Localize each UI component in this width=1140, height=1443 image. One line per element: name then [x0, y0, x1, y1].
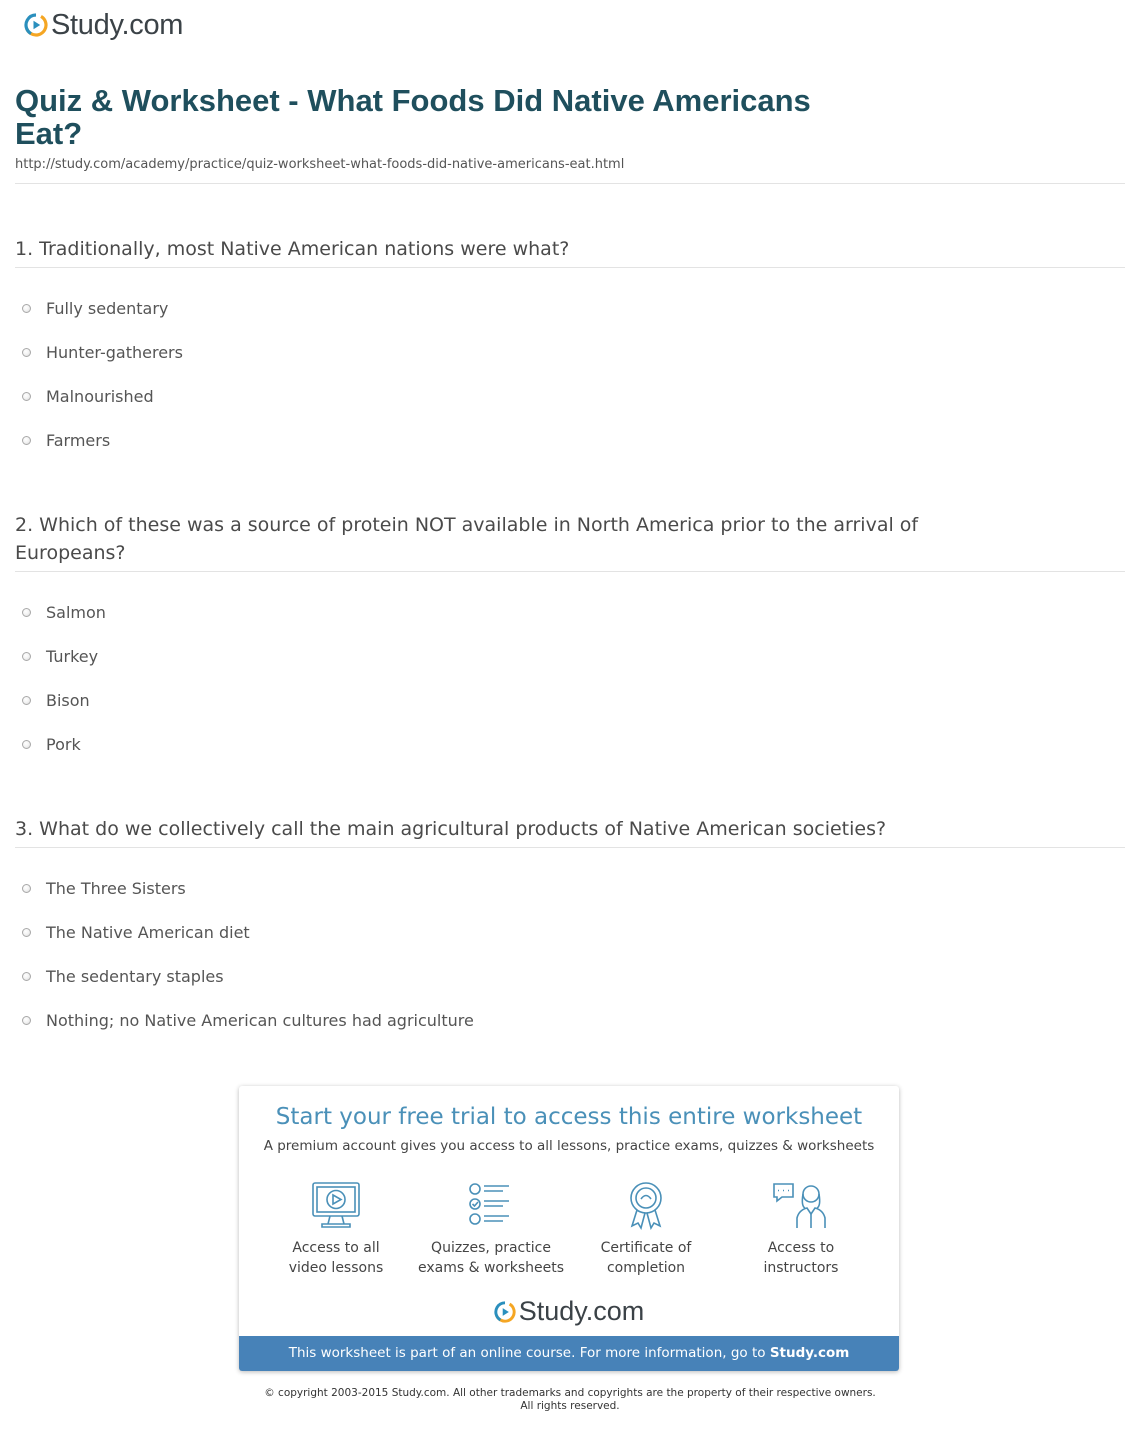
- answer-option[interactable]: [22, 341, 183, 363]
- answer-option[interactable]: [22, 921, 250, 943]
- option-label: Farmers: [46, 430, 111, 450]
- copyright-line2: All rights reserved.: [520, 1400, 620, 1412]
- page-url: http://study.com/academy/practice/quiz-worksheet-what-foods-did-native-americans-eat.html: [15, 157, 625, 172]
- radio-button[interactable]: [22, 928, 31, 937]
- answer-option[interactable]: [22, 689, 90, 711]
- radio-button[interactable]: [22, 652, 31, 661]
- study-logo-icon: [494, 1301, 516, 1323]
- question-2: 2. Which of these was a source of protein NOT available in North America prior to the arrival of Europeans?: [15, 514, 919, 564]
- quiz-list-icon: [465, 1180, 517, 1230]
- answer-option[interactable]: [22, 877, 186, 899]
- divider: [15, 267, 1125, 268]
- free-trial-promo: [239, 1086, 899, 1371]
- feature-label-line2: completion: [606, 1260, 686, 1276]
- promo-banner: [239, 1336, 899, 1371]
- feature-label-line1: Certificate of: [600, 1240, 692, 1256]
- answer-option[interactable]: [22, 1009, 474, 1031]
- answer-option[interactable]: [22, 645, 98, 667]
- promo-study-logo[interactable]: [239, 1296, 899, 1327]
- feature-label-line1: Quizzes, practice: [431, 1240, 551, 1256]
- radio-button[interactable]: [22, 740, 31, 749]
- radio-button[interactable]: [22, 392, 31, 401]
- divider: [15, 571, 1125, 572]
- feature-video-lessons: [261, 1180, 411, 1278]
- answer-option[interactable]: [22, 429, 110, 451]
- promo-title[interactable]: Start your free trial to access this entire worksheet: [275, 1104, 863, 1130]
- radio-button[interactable]: [22, 1016, 31, 1025]
- banner-text: This worksheet is part of an online course. For more information, go to: [288, 1345, 766, 1361]
- option-label: The sedentary staples: [46, 966, 224, 986]
- radio-button[interactable]: [22, 608, 31, 617]
- certificate-icon: [620, 1180, 672, 1230]
- divider: [15, 183, 1125, 184]
- instructors-icon: [771, 1180, 831, 1230]
- answer-option[interactable]: [22, 965, 224, 987]
- copyright: [0, 1387, 1140, 1413]
- video-lessons-icon: [310, 1180, 362, 1230]
- answer-option[interactable]: [22, 733, 81, 755]
- option-label: Salmon: [46, 602, 106, 622]
- option-label: Malnourished: [46, 386, 154, 406]
- radio-button[interactable]: [22, 972, 31, 981]
- feature-label-line2: exams & worksheets: [417, 1260, 565, 1276]
- radio-button[interactable]: [22, 436, 31, 445]
- question-1: 1. Traditionally, most Native American nations were what?: [15, 238, 570, 260]
- option-label: The Native American diet: [46, 922, 250, 942]
- option-label: Fully sedentary: [46, 298, 169, 318]
- radio-button[interactable]: [22, 696, 31, 705]
- page-title: Quiz & Worksheet - What Foods Did Native Americans Eat?: [15, 83, 811, 151]
- option-label: Nothing; no Native American cultures had agriculture: [46, 1010, 474, 1030]
- option-label: Bison: [46, 690, 90, 710]
- radio-button[interactable]: [22, 884, 31, 893]
- answer-option[interactable]: [22, 385, 154, 407]
- divider: [15, 847, 1125, 848]
- feature-label-line2: instructors: [763, 1260, 839, 1276]
- copyright-line1: © copyright 2003-2015 Study.com. All other trademarks and copyrights are the property of their respective owners.: [264, 1387, 876, 1399]
- banner-study-link[interactable]: Study.com: [769, 1345, 850, 1361]
- study-logo-icon: [24, 13, 48, 37]
- feature-label-line1: Access to all: [292, 1240, 380, 1256]
- radio-button[interactable]: [22, 348, 31, 357]
- feature-label-line2: video lessons: [288, 1260, 384, 1276]
- option-label: Hunter-gatherers: [46, 342, 183, 362]
- promo-subtitle: A premium account gives you access to all lessons, practice exams, quizzes & worksheets: [263, 1138, 875, 1154]
- feature-label-line1: Access to: [767, 1240, 835, 1256]
- option-label: Turkey: [46, 646, 99, 666]
- question-3: 3. What do we collectively call the main agricultural products of Native American societies?: [15, 818, 887, 840]
- feature-quizzes: [416, 1180, 566, 1278]
- study-logo[interactable]: [24, 8, 183, 42]
- answer-option[interactable]: [22, 297, 168, 319]
- option-label: The Three Sisters: [46, 878, 186, 898]
- answer-option[interactable]: [22, 601, 106, 623]
- feature-certificate: [571, 1180, 721, 1278]
- option-label: Pork: [46, 734, 81, 754]
- promo-logo-text: Study.com: [518, 1296, 645, 1326]
- logo-text: Study.com: [51, 8, 184, 41]
- radio-button[interactable]: [22, 304, 31, 313]
- feature-instructors: [726, 1180, 876, 1278]
